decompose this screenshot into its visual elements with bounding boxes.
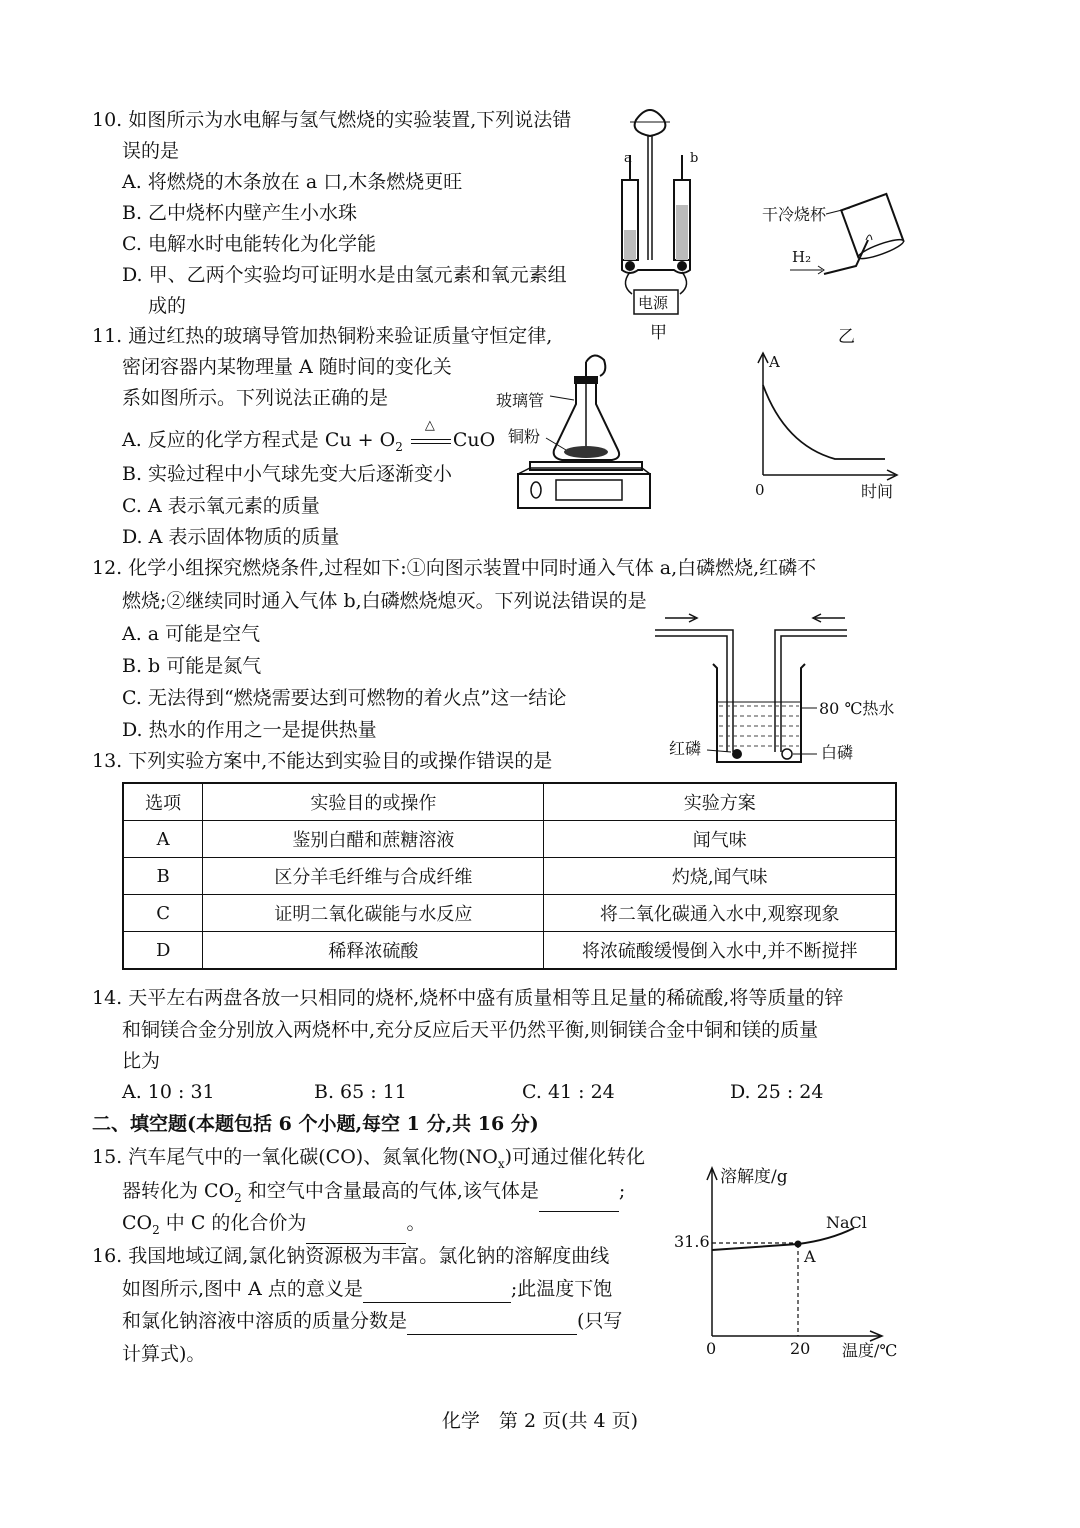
q15-line2-end: ;	[618, 1180, 626, 1202]
q12-option-d: D. 热水的作用之一是提供热量	[122, 719, 377, 741]
q11-option-a	[122, 418, 496, 461]
q10-option-d-line2: 成的	[148, 295, 187, 317]
q15-answer-blank-gas[interactable]	[539, 1189, 619, 1212]
q15-answer-blank-valence[interactable]	[306, 1221, 406, 1244]
table-cell-purpose: 区分羊毛纤维与合成纤维	[203, 858, 544, 895]
graph-point-label: A	[804, 1247, 816, 1266]
glass-tube-label: 玻璃管	[496, 391, 545, 410]
white-phosphorus-label: 白磷	[821, 743, 854, 762]
q12-stem-line2: 燃烧;②继续同时通入气体 b,白磷燃烧熄灭。下列说法错误的是	[122, 590, 647, 612]
q15-stem-line1	[92, 1143, 645, 1178]
q12-stem-line1: 12. 化学小组探究燃烧条件,过程如下:①向图示装置中同时通入气体 a,白磷燃烧,红磷不	[92, 557, 817, 579]
q10-stem-line2: 误的是	[122, 140, 180, 162]
tube-a-label: a	[624, 151, 632, 166]
red-phosphorus-label: 红磷	[669, 739, 702, 758]
table-row	[123, 858, 896, 895]
q10-option-b: B. 乙中烧杯内壁产生小水珠	[122, 202, 358, 224]
power-source-label: 电源	[638, 294, 669, 312]
q11-option-c: C. A 表示氧元素的质量	[122, 495, 320, 517]
q16-stem-line1: 16. 我国地域辽阔,氯化钠资源极为丰富。氯化钠的溶解度曲线	[92, 1245, 610, 1267]
quantity-a-time-graph	[745, 345, 915, 510]
q12-option-b: B. b 可能是氮气	[122, 655, 262, 677]
reaction-arrow	[409, 418, 453, 454]
q13-stem: 13. 下列实验方案中,不能达到实验目的或操作错误的是	[92, 750, 553, 772]
q11-stem-line1: 11. 通过红热的玻璃导管加热铜粉来验证质量守恒定律,	[92, 325, 553, 347]
page-footer: 化学 第 2 页(共 4 页)	[441, 1410, 639, 1432]
q15-line1-end: )可通过催化转化	[504, 1146, 646, 1168]
q16-stem-line3	[122, 1307, 622, 1335]
table-header-row	[123, 783, 896, 821]
q14-option-a: A. 10 : 31	[122, 1081, 215, 1103]
table-cell-purpose: 稀释浓硫酸	[203, 932, 544, 970]
q15-line3-subscript: 2	[152, 1222, 160, 1237]
q15-line1-text: 15. 汽车尾气中的一氧化碳(CO)、氮氧化物(NO	[92, 1146, 498, 1168]
tube-b-label: b	[690, 151, 699, 166]
table-cell-plan: 闻气味	[544, 821, 896, 858]
figure-jia-caption: 甲	[650, 323, 667, 343]
q14-option-b: B. 65 : 11	[314, 1081, 407, 1103]
q16-answer-blank-fraction[interactable]	[407, 1312, 577, 1335]
q16-answer-blank-meaning[interactable]	[363, 1280, 511, 1303]
quantity-a-curve	[763, 385, 885, 459]
q11-a-equation-right: CuO	[452, 429, 496, 451]
table-cell-purpose: 鉴别白醋和蔗糖溶液	[203, 821, 544, 858]
combustion-condition-beaker-figure	[655, 612, 905, 772]
q10-stem-line1: 10. 如图所示为水电解与氢气燃烧的实验装置,下列说法错	[92, 109, 572, 131]
q15-line2-text: 器转化为 CO	[122, 1180, 235, 1202]
q10-option-a: A. 将燃烧的木条放在 a 口,木条燃烧更旺	[122, 171, 463, 193]
table-header: 选项	[123, 783, 203, 821]
q11-stem-line3: 系如图所示。下列说法正确的是	[122, 387, 389, 409]
q11-option-b: B. 实验过程中小气球先变大后逐渐变小	[122, 463, 453, 485]
q16-stem-line2	[122, 1275, 612, 1303]
q15-line3-text: CO	[122, 1212, 153, 1234]
table-cell-plan: 将二氧化碳通入水中,观察现象	[544, 895, 896, 932]
graph-origin-label: 0	[755, 481, 765, 499]
point-a-marker	[795, 1241, 802, 1248]
q15-stem-line2	[122, 1177, 625, 1212]
table-cell-purpose: 证明二氧化碳能与水反应	[203, 895, 544, 932]
q11-a-subscript: 2	[395, 439, 403, 454]
copper-powder-label: 铜粉	[508, 427, 541, 446]
table-cell-option: B	[123, 858, 203, 895]
experiment-plan-table	[122, 782, 897, 970]
q16-line2-end: ;此温度下饱	[510, 1278, 613, 1300]
q16-stem-line4: 计算式)。	[122, 1343, 206, 1365]
q15-line2-subscript: 2	[234, 1190, 242, 1205]
table-cell-option: A	[123, 821, 203, 858]
nacl-solubility-graph	[670, 1150, 920, 1365]
graph-x-label: 温度/℃	[842, 1341, 898, 1360]
q14-option-c: C. 41 : 24	[522, 1081, 615, 1103]
q15-line3-end: 。	[406, 1212, 426, 1234]
q15-line3-mid: 中 C 的化合价为	[159, 1212, 307, 1234]
table-cell-plan: 将浓硫酸缓慢倒入水中,并不断搅拌	[544, 932, 896, 970]
q11-a-equation-left: A. 反应的化学方程式是 Cu + O	[122, 429, 396, 451]
graph-y-label: A	[769, 353, 780, 371]
q16-line2-text: 如图所示,图中 A 点的意义是	[122, 1278, 363, 1300]
q12-option-c: C. 无法得到“燃烧需要达到可燃物的着火点”这一结论	[122, 687, 567, 709]
q11-stem-line2: 密闭容器内某物理量 A 随时间的变化关	[122, 356, 452, 378]
table-header: 实验方案	[544, 783, 896, 821]
q16-line3-end: (只写	[577, 1310, 623, 1332]
q15-stem-line3	[122, 1209, 425, 1244]
graph-curve-label: NaCl	[826, 1213, 867, 1232]
table-row	[123, 932, 896, 970]
graph-y-label: 溶解度/g	[720, 1167, 788, 1187]
heating-condition-symbol: △	[424, 418, 435, 433]
q15-line1-subscript: x	[497, 1156, 505, 1171]
q10-option-d-line1: D. 甲、乙两个实验均可证明水是由氢元素和氧元素组	[122, 264, 567, 286]
q14-stem-line3: 比为	[122, 1050, 161, 1072]
hot-water-label: 80 ℃热水	[819, 699, 895, 718]
hydrogen-combustion-figure	[760, 190, 920, 350]
table-row	[123, 821, 896, 858]
table-header: 实验目的或操作	[203, 783, 544, 821]
q11-option-d: D. A 表示固体物质的质量	[122, 526, 340, 548]
table-row	[123, 895, 896, 932]
q14-option-d: D. 25 : 24	[730, 1081, 824, 1103]
section-heading: 二、填空题(本题包括 6 个小题,每空 1 分,共 16 分)	[92, 1113, 539, 1135]
graph-x-label: 时间	[861, 482, 894, 501]
q15-line2-mid: 和空气中含量最高的气体,该气体是	[241, 1180, 539, 1202]
copper-heating-apparatus-figure	[490, 350, 660, 520]
hydrogen-label: H₂	[792, 248, 812, 266]
q16-line3-text: 和氯化钠溶液中溶质的质量分数是	[122, 1310, 408, 1332]
q14-stem-line1: 14. 天平左右两盘各放一只相同的烧杯,烧杯中盛有质量相等且足量的稀硫酸,将等质量的锌	[92, 987, 844, 1009]
figure-yi-caption: 乙	[838, 327, 855, 347]
table-cell-option: D	[123, 932, 203, 970]
graph-x-tick: 20	[790, 1339, 811, 1358]
dry-beaker-label: 干冷烧杯	[762, 205, 827, 224]
q10-option-c: C. 电解水时电能转化为化学能	[122, 233, 376, 255]
table-cell-option: C	[123, 895, 203, 932]
q12-option-a: A. a 可能是空气	[122, 623, 261, 645]
table-cell-plan: 灼烧,闻气味	[544, 858, 896, 895]
q14-stem-line2: 和铜镁合金分别放入两烧杯中,充分反应后天平仍然平衡,则铜镁合金中铜和镁的质量	[122, 1019, 819, 1041]
graph-origin-label: 0	[706, 1339, 717, 1358]
electrolysis-apparatus-figure	[600, 100, 730, 350]
graph-value-label: 31.6	[674, 1232, 710, 1251]
